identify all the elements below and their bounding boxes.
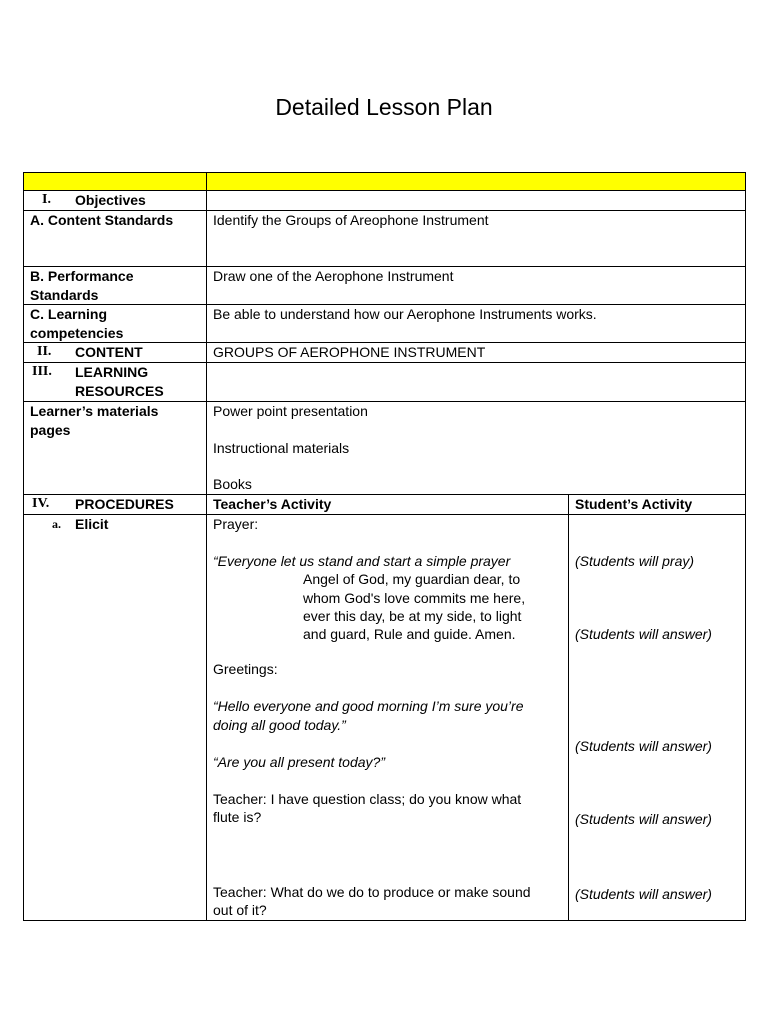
performance-standards-value: Draw one of the Aerophone Instrument xyxy=(213,268,454,284)
content-numeral: II. xyxy=(37,344,52,359)
learners-material-item: Instructional materials xyxy=(213,439,350,456)
elicit-letter: a. xyxy=(52,517,61,531)
student-response: (Students will answer) xyxy=(575,626,712,642)
learners-materials-label-1: Learner’s materials xyxy=(30,403,159,419)
prayer-intro: “Everyone let us stand and start a simple prayer xyxy=(213,552,511,569)
present-question: “Are you all present today?” xyxy=(213,753,385,770)
prayer-line: ever this day, be at my side, to light xyxy=(303,608,522,624)
student-response: (Students will answer) xyxy=(575,886,712,902)
prayer-label: Prayer: xyxy=(213,516,259,532)
learning-resources-label-1: LEARNING xyxy=(75,364,149,380)
content-standards-label: A. Content Standards xyxy=(30,212,174,228)
performance-standards-label-2: Standards xyxy=(30,286,99,303)
student-response: (Students will answer) xyxy=(575,811,712,827)
learning-competencies-label-2: competencies xyxy=(30,324,124,341)
procedures-numeral: IV. xyxy=(32,496,50,511)
content-label: CONTENT xyxy=(75,344,143,360)
objectives-numeral: I. xyxy=(42,192,51,207)
learners-material-item: Power point presentation xyxy=(213,403,368,419)
learning-resources-label-2: RESOURCES xyxy=(75,382,164,399)
learners-material-item: Books xyxy=(213,476,252,492)
flute-question-line-1: Teacher: I have question class; do you know what xyxy=(213,790,522,807)
student-response: (Students will answer) xyxy=(575,737,712,754)
elicit-label: Elicit xyxy=(75,516,109,532)
greetings-label: Greetings: xyxy=(213,661,278,677)
procedures-label: PROCEDURES xyxy=(75,496,174,512)
sound-question-line-1: Teacher: What do we do to produce or make sound xyxy=(213,883,531,900)
prayer-line: and guard, Rule and guide. Amen. xyxy=(303,626,516,642)
table-header-row xyxy=(23,172,745,190)
learning-resources-numeral: III. xyxy=(32,364,52,379)
content-standards-value: Identify the Groups of Areophone Instrument xyxy=(213,212,489,228)
learning-competencies-value: Be able to understand how our Aerophone Instruments works. xyxy=(213,306,597,322)
prayer-line: whom God's love commits me here, xyxy=(303,589,526,606)
prayer-line: Angel of God, my guardian dear, to xyxy=(303,571,521,587)
learners-materials-label-2: pages xyxy=(30,421,71,438)
sound-question-line-2: out of it? xyxy=(213,902,267,918)
teacher-activity-header: Teacher’s Activity xyxy=(213,496,332,512)
learning-competencies-label-1: C. Learning xyxy=(30,306,108,322)
content-value: GROUPS OF AEROPHONE INSTRUMENT xyxy=(213,344,486,360)
flute-question-line-2: flute is? xyxy=(213,809,262,825)
student-response: (Students will pray) xyxy=(575,552,695,569)
student-activity-header: Student’s Activity xyxy=(575,496,693,512)
objectives-label: Objectives xyxy=(75,192,146,208)
greeting-line-2: doing all good today.” xyxy=(213,716,346,733)
greeting-line-1: “Hello everyone and good morning I’m sure you’re xyxy=(213,698,524,714)
document-title: Detailed Lesson Plan xyxy=(275,94,493,120)
performance-standards-label-1: B. Performance xyxy=(30,268,134,284)
